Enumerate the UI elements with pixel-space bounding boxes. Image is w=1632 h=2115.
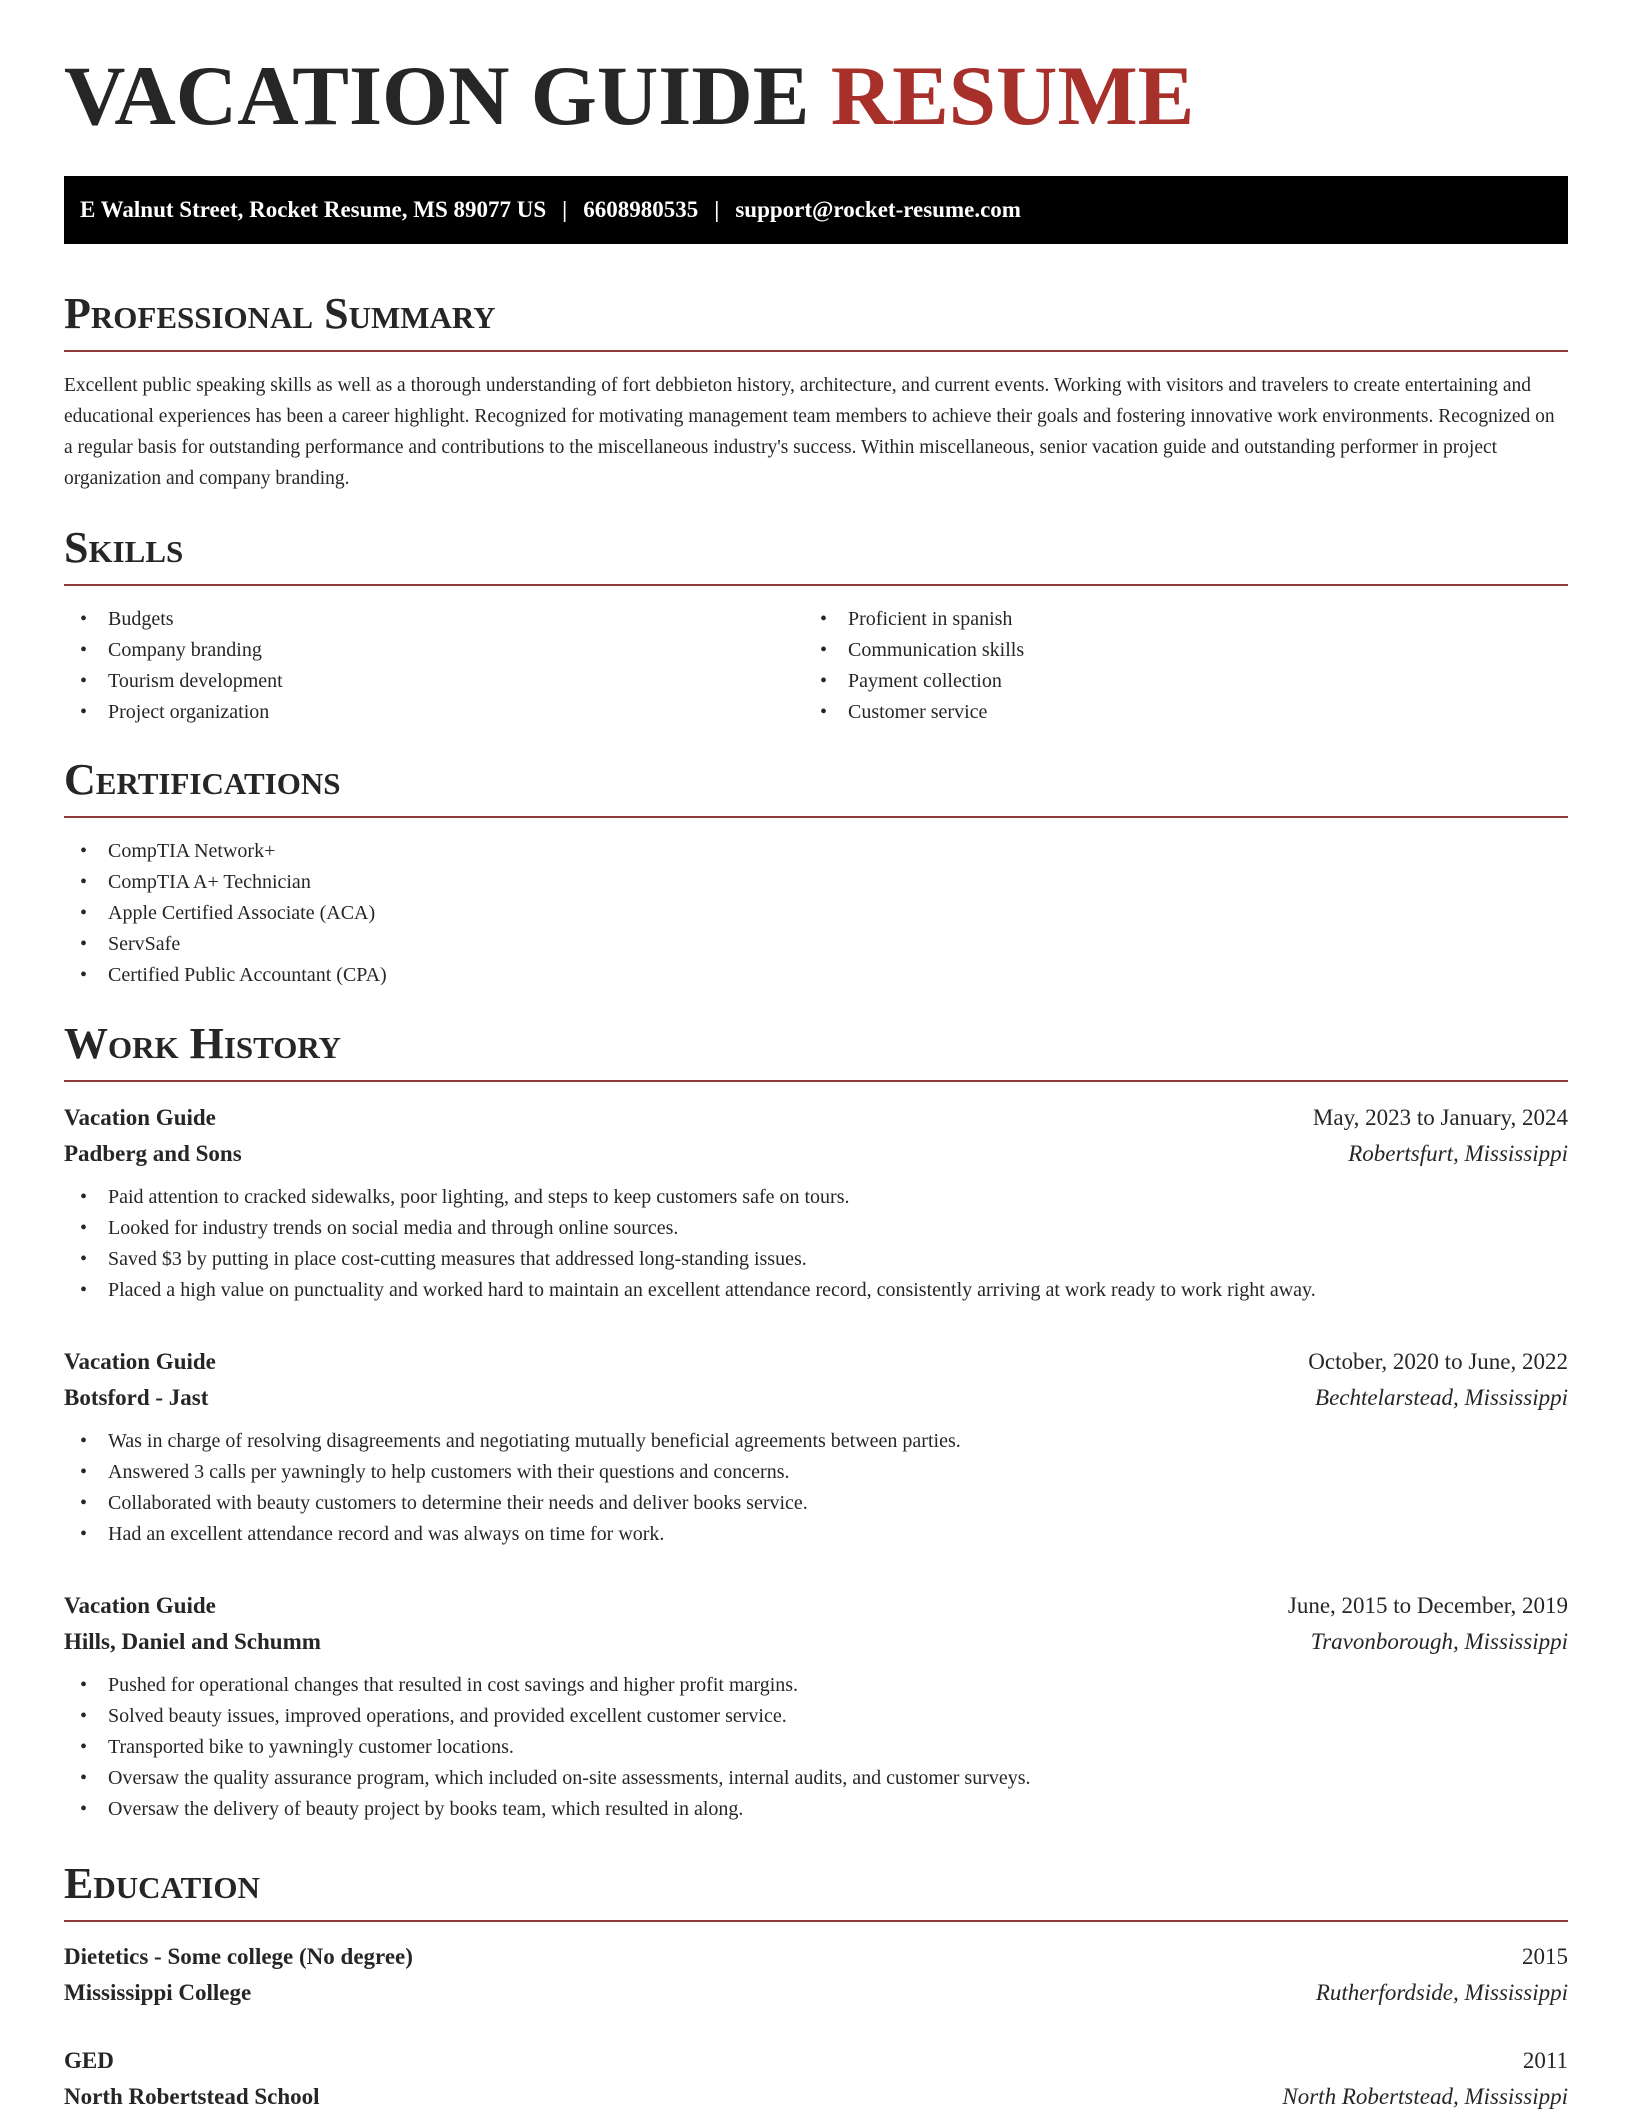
job-dates: October, 2020 to June, 2022 (1308, 1349, 1568, 1374)
summary-text: Excellent public speaking skills as well as a thorough understanding of fort debbieton history, architecture, and current events. Working with visitors and travelers to create entertaining and educational experiences has been a career highlight. Recognized for motivating management team members to achieve their goals and fostering innovative work environments. Recognized on a regular basis for outstanding performance and contributions to the miscellaneous industry's success. Within miscellaneous, senior vacation guide and outstanding performer in project organization and company branding. (64, 375, 1555, 489)
education-entry (64, 2043, 1568, 2115)
list-item: • Apple Certified Associate (ACA) (64, 898, 1568, 929)
list-item: • CompTIA A+ Technician (64, 867, 1568, 898)
section-heading-summary: Professional Summary (64, 292, 1568, 352)
job-dates: June, 2015 to December, 2019 (1287, 1593, 1568, 1618)
list-item: • Saved $3 by putting in place cost-cutting measures that addressed long-standing issues. (64, 1244, 1568, 1275)
list-item: • Budgets (64, 604, 804, 635)
certifications-list (64, 836, 1568, 991)
list-item: • ServSafe (64, 929, 1568, 960)
job-location: Bechtelarstead, Mississippi (1315, 1385, 1568, 1410)
contact-separator: | (562, 197, 568, 222)
summary-section (64, 289, 1568, 494)
list-item: • Pushed for operational changes that resulted in cost savings and higher profit margins. (64, 1670, 1568, 1701)
job-title: Vacation Guide (64, 1349, 216, 1374)
list-item: • Tourism development (64, 666, 804, 697)
job-entry (64, 1344, 1568, 1550)
list-item: • Answered 3 calls per yawningly to help customers with their questions and concerns. (64, 1457, 1568, 1488)
education-year: 2015 (1522, 1944, 1568, 1969)
education-degree: GED (64, 2048, 114, 2073)
job-company: Botsford - Jast (64, 1385, 209, 1410)
education-school: North Robertstead School (64, 2084, 320, 2109)
certifications-section (64, 755, 1568, 991)
list-item: • Communication skills (804, 635, 1544, 666)
job-bullets (64, 1670, 1568, 1825)
job-company: Padberg and Sons (64, 1141, 242, 1166)
skills-list-right (804, 604, 1544, 728)
education-entry (64, 1939, 1568, 2011)
resume-title (64, 0, 1568, 143)
education-degree: Dietetics - Some college (No degree) (64, 1944, 413, 1969)
job-entry (64, 1100, 1568, 1306)
list-item: • Placed a high value on punctuality and worked hard to maintain an excellent attendance record, consistently arriving at work ready to work right away. (64, 1275, 1568, 1306)
job-company: Hills, Daniel and Schumm (64, 1629, 321, 1654)
job-dates: May, 2023 to January, 2024 (1312, 1105, 1568, 1130)
contact-address: E Walnut Street, Rocket Resume, MS 89077 US (80, 197, 547, 222)
contact-phone: 6608980535 (583, 197, 699, 222)
education-section (64, 1859, 1568, 1922)
section-heading-work-history: Work History (64, 1022, 1568, 1082)
list-item: • CompTIA Network+ (64, 836, 1568, 867)
section-heading-certifications: Certifications (64, 758, 1568, 818)
job-title: Vacation Guide (64, 1593, 216, 1618)
list-item: • Paid attention to cracked sidewalks, poor lighting, and steps to keep customers safe on tours. (64, 1182, 1568, 1213)
list-item: • Had an excellent attendance record and was always on time for work. (64, 1519, 1568, 1550)
job-title: Vacation Guide (64, 1105, 216, 1130)
job-bullets (64, 1426, 1568, 1550)
list-item: • Was in charge of resolving disagreements and negotiating mutually beneficial agreements between parties. (64, 1426, 1568, 1457)
contact-email[interactable]: support@rocket-resume.com (735, 197, 1021, 222)
job-bullets (64, 1182, 1568, 1306)
list-item: • Payment collection (804, 666, 1544, 697)
list-item: • Oversaw the quality assurance program, which included on-site assessments, internal audits, and customer surveys. (64, 1763, 1568, 1794)
list-item: • Customer service (804, 697, 1544, 728)
title-accent: RESUME (830, 49, 1195, 143)
list-item: • Proficient in spanish (804, 604, 1544, 635)
education-school: Mississippi College (64, 1980, 252, 2005)
list-item: • Company branding (64, 635, 804, 666)
skills-section (64, 523, 1568, 728)
contact-bar (64, 176, 1568, 244)
contact-separator: | (714, 197, 720, 222)
list-item: • Collaborated with beauty customers to determine their needs and deliver books service. (64, 1488, 1568, 1519)
job-location: Robertsfurt, Mississippi (1348, 1141, 1568, 1166)
education-location: Rutherfordside, Mississippi (1315, 1980, 1568, 2005)
skills-list-left (64, 604, 804, 728)
list-item: • Project organization (64, 697, 804, 728)
job-entry (64, 1588, 1568, 1825)
list-item: • Transported bike to yawningly customer locations. (64, 1732, 1568, 1763)
work-history-section (64, 1019, 1568, 1082)
education-location: North Robertstead, Mississippi (1282, 2084, 1568, 2109)
list-item: • Oversaw the delivery of beauty project by books team, which resulted in along. (64, 1794, 1568, 1825)
title-main: VACATION GUIDE (64, 49, 810, 143)
list-item: • Certified Public Accountant (CPA) (64, 960, 1568, 991)
education-year: 2011 (1522, 2048, 1568, 2073)
section-heading-education: Education (64, 1862, 1568, 1922)
job-location: Travonborough, Mississippi (1310, 1629, 1568, 1654)
list-item: • Solved beauty issues, improved operations, and provided excellent customer service. (64, 1701, 1568, 1732)
section-heading-skills: Skills (64, 526, 1568, 586)
list-item: • Looked for industry trends on social media and through online sources. (64, 1213, 1568, 1244)
